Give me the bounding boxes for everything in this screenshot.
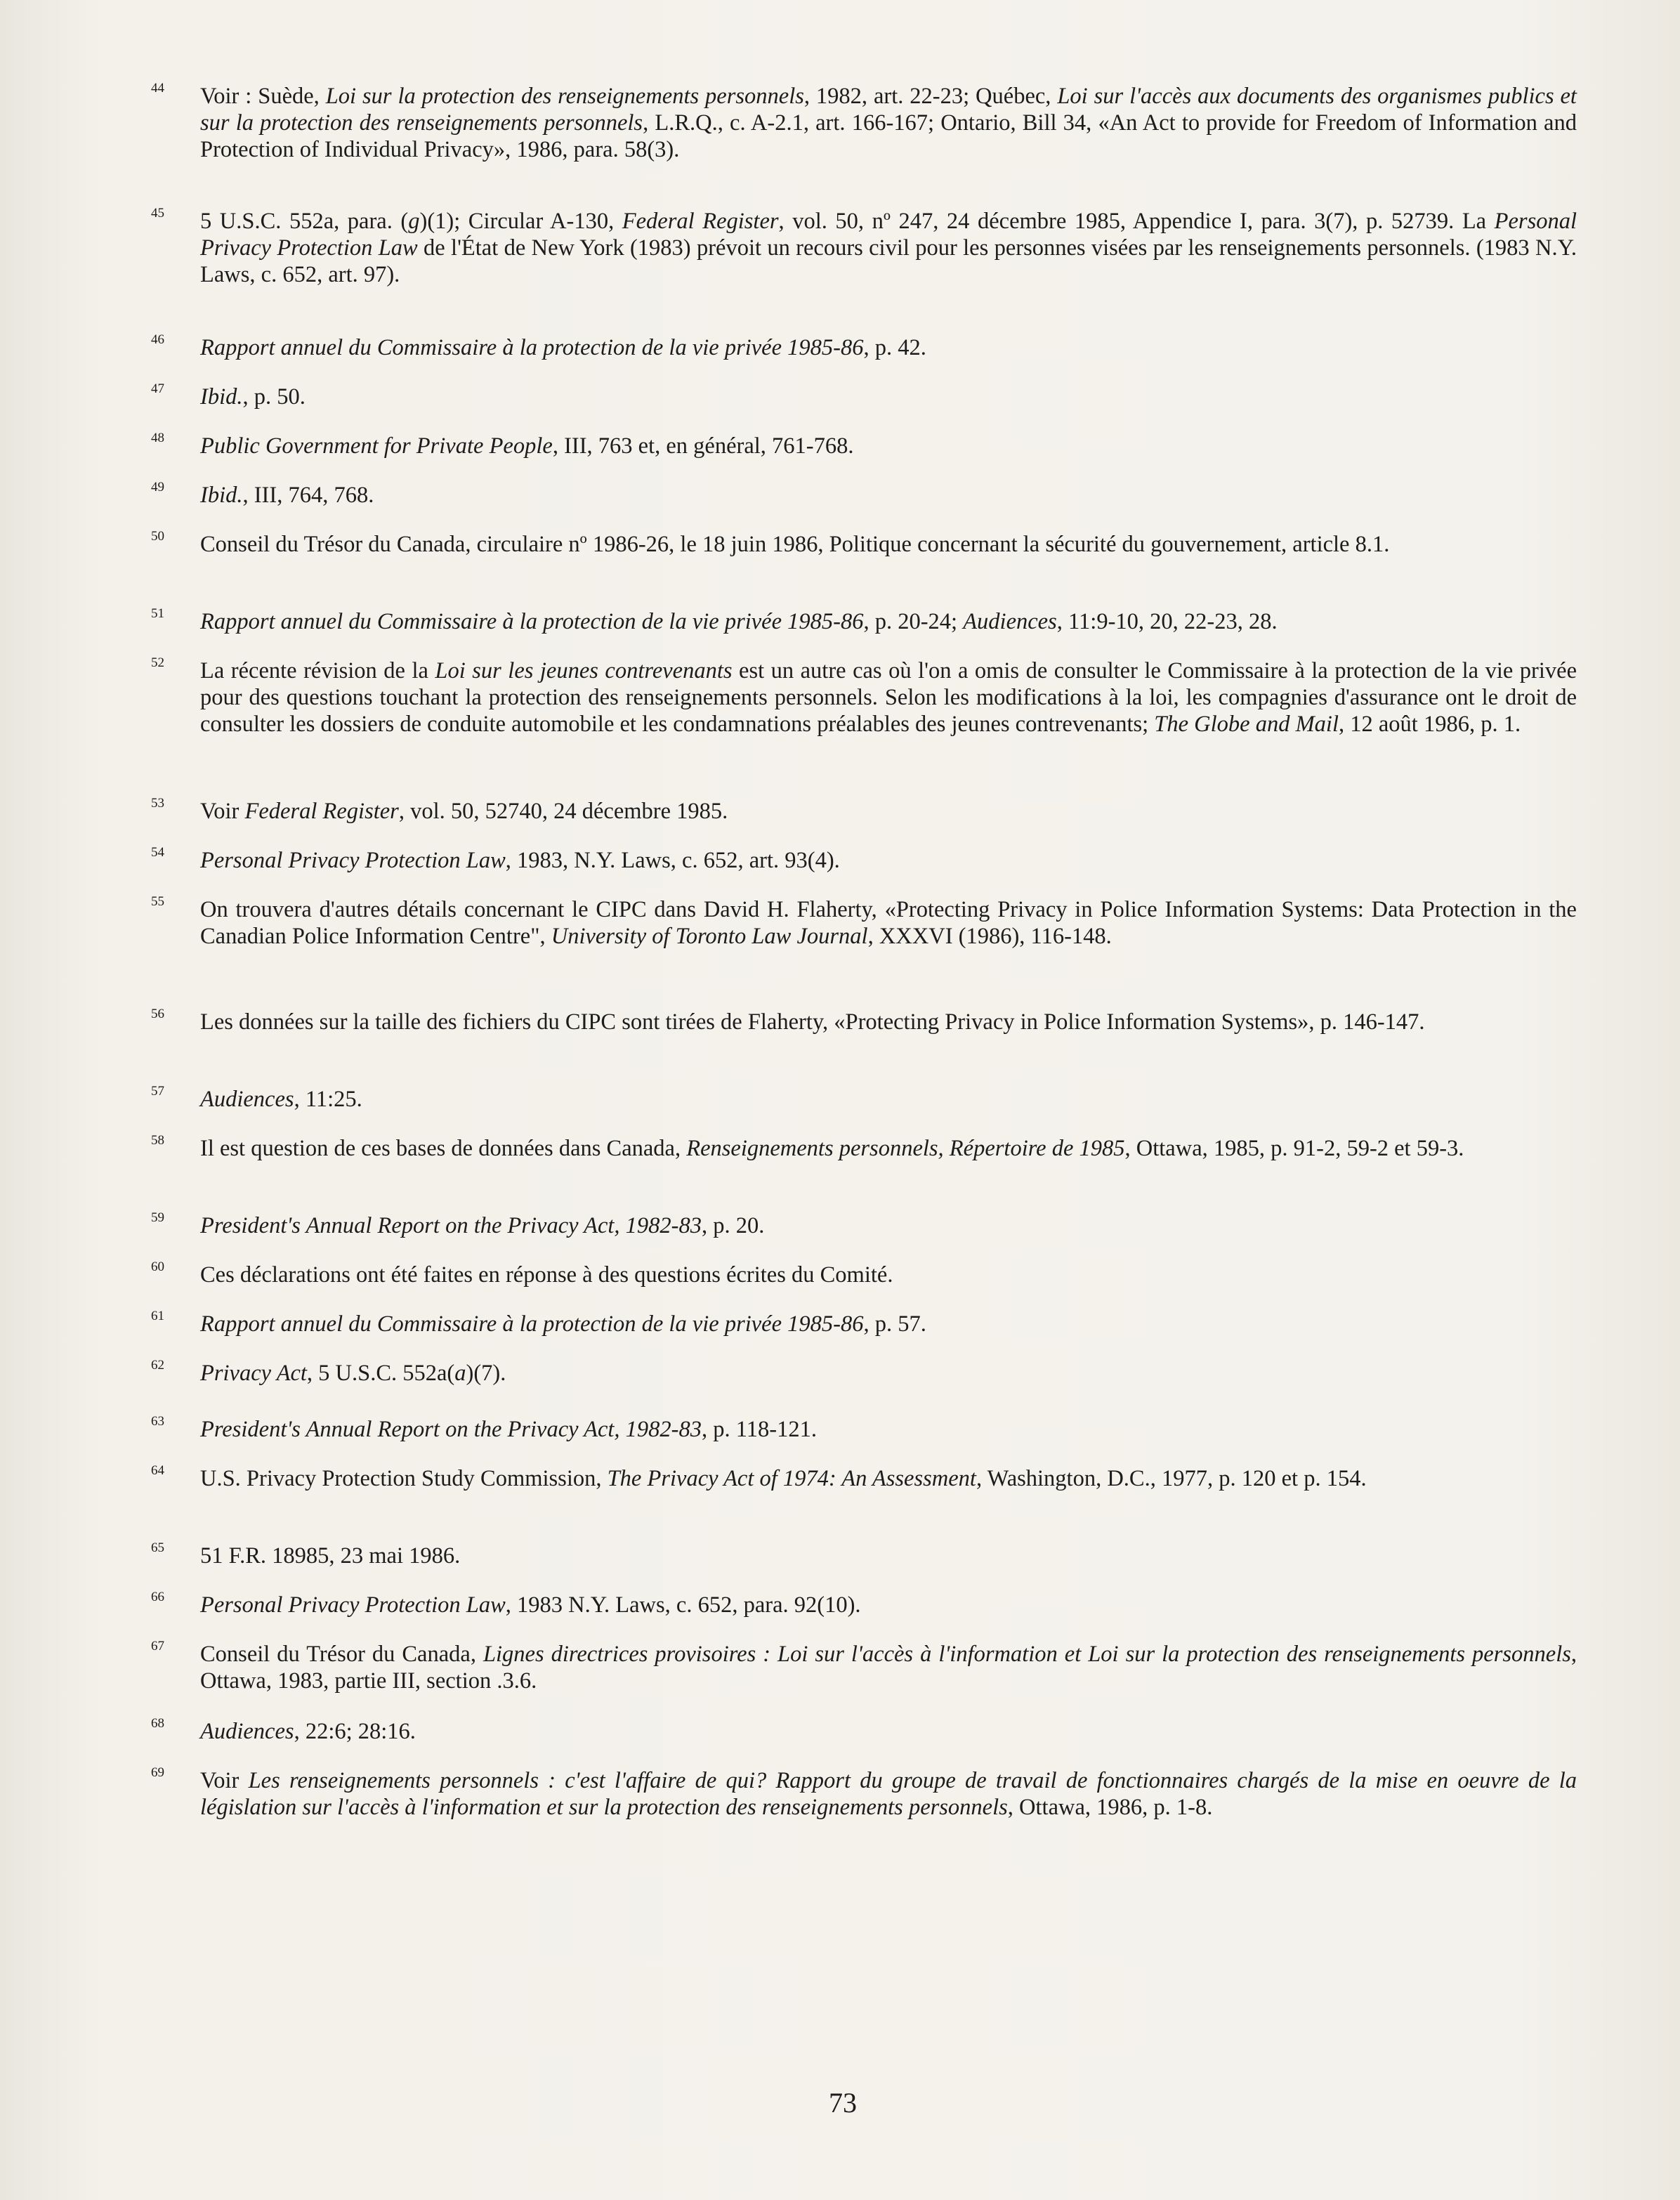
footnote (144, 208, 1577, 288)
footnote (144, 1360, 1577, 1387)
footnote-italic-text: a (454, 1361, 466, 1386)
footnote (144, 1009, 1577, 1035)
footnote-italic-text: Ibid. (200, 483, 243, 508)
footnote-number: 63 (151, 1414, 164, 1429)
footnote-text: Voir (200, 1768, 249, 1793)
footnote-number: 45 (151, 206, 164, 221)
footnote-italic-text: Lignes directrices provisoires : Loi sur l'accès à l'information et Loi sur la protection des renseignements personnels (483, 1642, 1571, 1667)
footnote-italic-text: President's Annual Report on the Privacy Act, 1982-83 (200, 1417, 702, 1442)
footnote-text: , L.R.Q., c. A-2.1, art. 166-167; Ontario, Bill 34, «An Act to provide for Freedom of Information and Protection of Individual Privacy», 1986, para. 58(3). (200, 110, 1577, 162)
footnote-text: Voir (200, 799, 245, 824)
footnote-text: , p. 42. (863, 335, 926, 360)
footnote-text: , III, 763 et, en général, 761-768. (552, 433, 854, 459)
footnote-italic-text: Personal Privacy Protection Law (200, 1592, 506, 1618)
footnote-text: , p. 57. (863, 1311, 926, 1337)
footnote (144, 1416, 1577, 1443)
footnote-italic-text: The Privacy Act of 1974: An Assessment (607, 1466, 976, 1491)
footnote (144, 1592, 1577, 1618)
footnote-text: , XXXVI (1986), 116-148. (867, 924, 1112, 949)
footnote (144, 1311, 1577, 1337)
footnote (144, 896, 1577, 950)
footnote-italic-text: University of Toronto Law Journal (551, 924, 868, 949)
page-number: 73 (829, 2087, 857, 2119)
footnote-number: 50 (151, 529, 164, 544)
footnote-text: Voir : Suède, (200, 84, 326, 109)
footnote-number: 49 (151, 480, 164, 495)
footnote-number: 47 (151, 381, 164, 396)
footnote (144, 1540, 1577, 1569)
footnote (144, 1718, 1577, 1745)
footnote-italic-text: The Globe and Mail (1154, 712, 1339, 737)
footnote (144, 531, 1577, 558)
footnote-italic-text: Rapport annuel du Commissaire à la protection de la vie privée 1985-86 (200, 609, 864, 634)
footnote (144, 847, 1577, 874)
footnote-text: U.S. Privacy Protection Study Commission, (200, 1466, 608, 1491)
footnote-italic-text: Rapport annuel du Commissaire à la protection de la vie privée 1985-86 (200, 335, 864, 360)
footnote-text: , 11:25. (294, 1087, 362, 1112)
footnote-number: 53 (151, 796, 164, 811)
footnote-text: Ces déclarations ont été faites en réponse à des questions écrites du Comité. (200, 1262, 893, 1288)
footnote (144, 1086, 1577, 1113)
footnote-italic-text: Federal Register (244, 799, 399, 824)
footnote (144, 83, 1577, 163)
footnote-text: est un autre cas où l'on a omis de consulter le Commissaire à la protection de la vie privée pour des questions touchant la protection des renseignements personnels. Selon les modifications à la loi, les compagnies d'assurance ont le droit de consulter les dossiers de conduite automobile et les condamnations préalables des jeunes contrevenants; (200, 658, 1577, 737)
footnote-number: 46 (151, 332, 164, 347)
footnote-number: 61 (151, 1309, 164, 1323)
footnote (144, 1465, 1577, 1492)
footnote-number: 55 (151, 894, 164, 909)
footnote-number: 58 (151, 1133, 164, 1148)
footnote-text: , 22:6; 28:16. (294, 1719, 416, 1744)
footnote-number: 62 (151, 1358, 164, 1373)
footnote-number: 67 (151, 1639, 164, 1654)
footnote-text: , vol. 50, nº 247, 24 décembre 1985, Appendice I, para. 3(7), p. 52739. La (778, 209, 1495, 234)
footnote-italic-text: Public Government for Private People (200, 433, 553, 459)
footnote-text: 5 U.S.C. 552a, para. ( (200, 209, 409, 234)
footnote-italic-text: Personal Privacy Protection Law (200, 209, 1577, 261)
footnote (144, 1259, 1577, 1288)
footnote-italic-text: Federal Register (622, 209, 779, 234)
footnote-text: , Ottawa, 1983, partie III, section .3.6. (200, 1642, 1577, 1694)
footnote-text: , 5 U.S.C. 552a( (306, 1361, 455, 1386)
footnote-text: )(7). (466, 1361, 506, 1386)
footnote (144, 798, 1577, 825)
footnote-text: La récente révision de la (200, 658, 435, 683)
footnote-text: , 12 août 1986, p. 1. (1338, 712, 1521, 737)
footnote-italic-text: Les renseignements personnels : c'est l'affaire de qui? Rapport du groupe de travail de fonctionnaires chargés de la mise en oeuvre de la législation sur l'accès à l'information et sur la protection des renseignements personnels (200, 1768, 1577, 1820)
footnote (144, 608, 1577, 635)
footnote-number: 52 (151, 655, 164, 670)
footnote-text: 51 F.R. 18985, 23 mai 1986. (200, 1543, 461, 1569)
footnote-text: , 11:9-10, 20, 22-23, 28. (1056, 609, 1278, 634)
footnote-italic-text: Rapport annuel du Commissaire à la protection de la vie privée 1985-86 (200, 1311, 864, 1337)
footnote-text: , 1982, art. 22-23; Québec, (803, 84, 1058, 109)
footnote (144, 482, 1577, 509)
footnote-number: 51 (151, 606, 164, 621)
footnote-italic-text: Personal Privacy Protection Law (200, 848, 506, 873)
footnote-text: Il est question de ces bases de données dans Canada, (200, 1136, 687, 1161)
footnote-number: 48 (151, 431, 164, 445)
footnote-italic-text: Privacy Act (200, 1361, 307, 1386)
footnote-text: Conseil du Trésor du Canada, (200, 1642, 483, 1667)
footnote-text: , p. 118-121. (702, 1417, 818, 1442)
footnote-number: 64 (151, 1463, 164, 1478)
footnote (144, 381, 1577, 410)
footnote-italic-text: Audiences (200, 1719, 294, 1744)
footnote-text: Conseil du Trésor du Canada, circulaire nº 1986-26, le 18 juin 1986, Politique concernant la sécurité du gouvernement, article 8.1. (200, 532, 1390, 557)
footnote-number: 68 (151, 1716, 164, 1731)
footnote-italic-text: Renseignements personnels, Répertoire de 1985 (686, 1136, 1125, 1161)
footnote (144, 1767, 1577, 1821)
footnote-italic-text: Loi sur les jeunes contrevenants (435, 658, 733, 683)
footnote (144, 433, 1577, 459)
footnote-number: 44 (151, 81, 164, 96)
footnote (144, 1641, 1577, 1694)
footnote-number: 60 (151, 1259, 164, 1274)
footnote-number: 57 (151, 1084, 164, 1099)
footnote-number: 54 (151, 845, 164, 860)
footnote-number: 66 (151, 1590, 164, 1604)
footnote-text: , vol. 50, 52740, 24 décembre 1985. (398, 799, 728, 824)
footnote-number: 59 (151, 1210, 164, 1225)
footnote-italic-text: Audiences (963, 609, 1057, 634)
footnote-italic-text: Loi sur l'accès aux documents des organismes publics et sur la protection des renseignements personnels (200, 84, 1577, 136)
footnote-text: , Washington, D.C., 1977, p. 120 et p. 154. (976, 1466, 1367, 1491)
footnote-text: )(1); Circular A-130, (419, 209, 622, 234)
footnote-italic-text: Audiences (200, 1087, 294, 1112)
footnote (144, 1212, 1577, 1239)
footnote-text: , p. 50. (242, 384, 306, 410)
footnote-number: 69 (151, 1765, 164, 1780)
footnote-text: , 1983 N.Y. Laws, c. 652, para. 92(10). (505, 1592, 861, 1618)
footnote-text: On trouvera d'autres détails concernant le CIPC dans David H. Flaherty, «Protecting Privacy in Police Information Systems: Data Protection in the Canadian Police Information Centre", (200, 897, 1577, 949)
footnote (144, 1135, 1577, 1162)
footnote (144, 334, 1577, 361)
footnote-text: de l'État de New York (1983) prévoit un recours civil pour les personnes visées par les renseignements personnels. (1983 N.Y. Laws, c. 652, art. 97). (200, 235, 1577, 287)
footnote-italic-text: Ibid. (200, 384, 243, 410)
footnote-text: , p. 20-24; (863, 609, 964, 634)
footnote-italic-text: Loi sur la protection des renseignements personnels (325, 84, 804, 109)
footnote-text: , p. 20. (702, 1213, 765, 1238)
footnote-number: 65 (151, 1540, 164, 1555)
footnote (144, 657, 1577, 738)
footnote-text: , Ottawa, 1985, p. 91-2, 59-2 et 59-3. (1124, 1136, 1464, 1161)
footnote-text: , Ottawa, 1986, p. 1-8. (1007, 1795, 1213, 1820)
footnote-italic-text: g (408, 209, 420, 234)
footnote-text: Les données sur la taille des fichiers du CIPC sont tirées de Flaherty, «Protecting Privacy in Police Information Systems», p. 146-147. (200, 1009, 1425, 1035)
footnote-italic-text: President's Annual Report on the Privacy Act, 1982-83 (200, 1213, 702, 1238)
footnote-text: , III, 764, 768. (242, 483, 374, 508)
footnote-number: 56 (151, 1007, 164, 1021)
footnote-text: , 1983, N.Y. Laws, c. 652, art. 93(4). (505, 848, 840, 873)
